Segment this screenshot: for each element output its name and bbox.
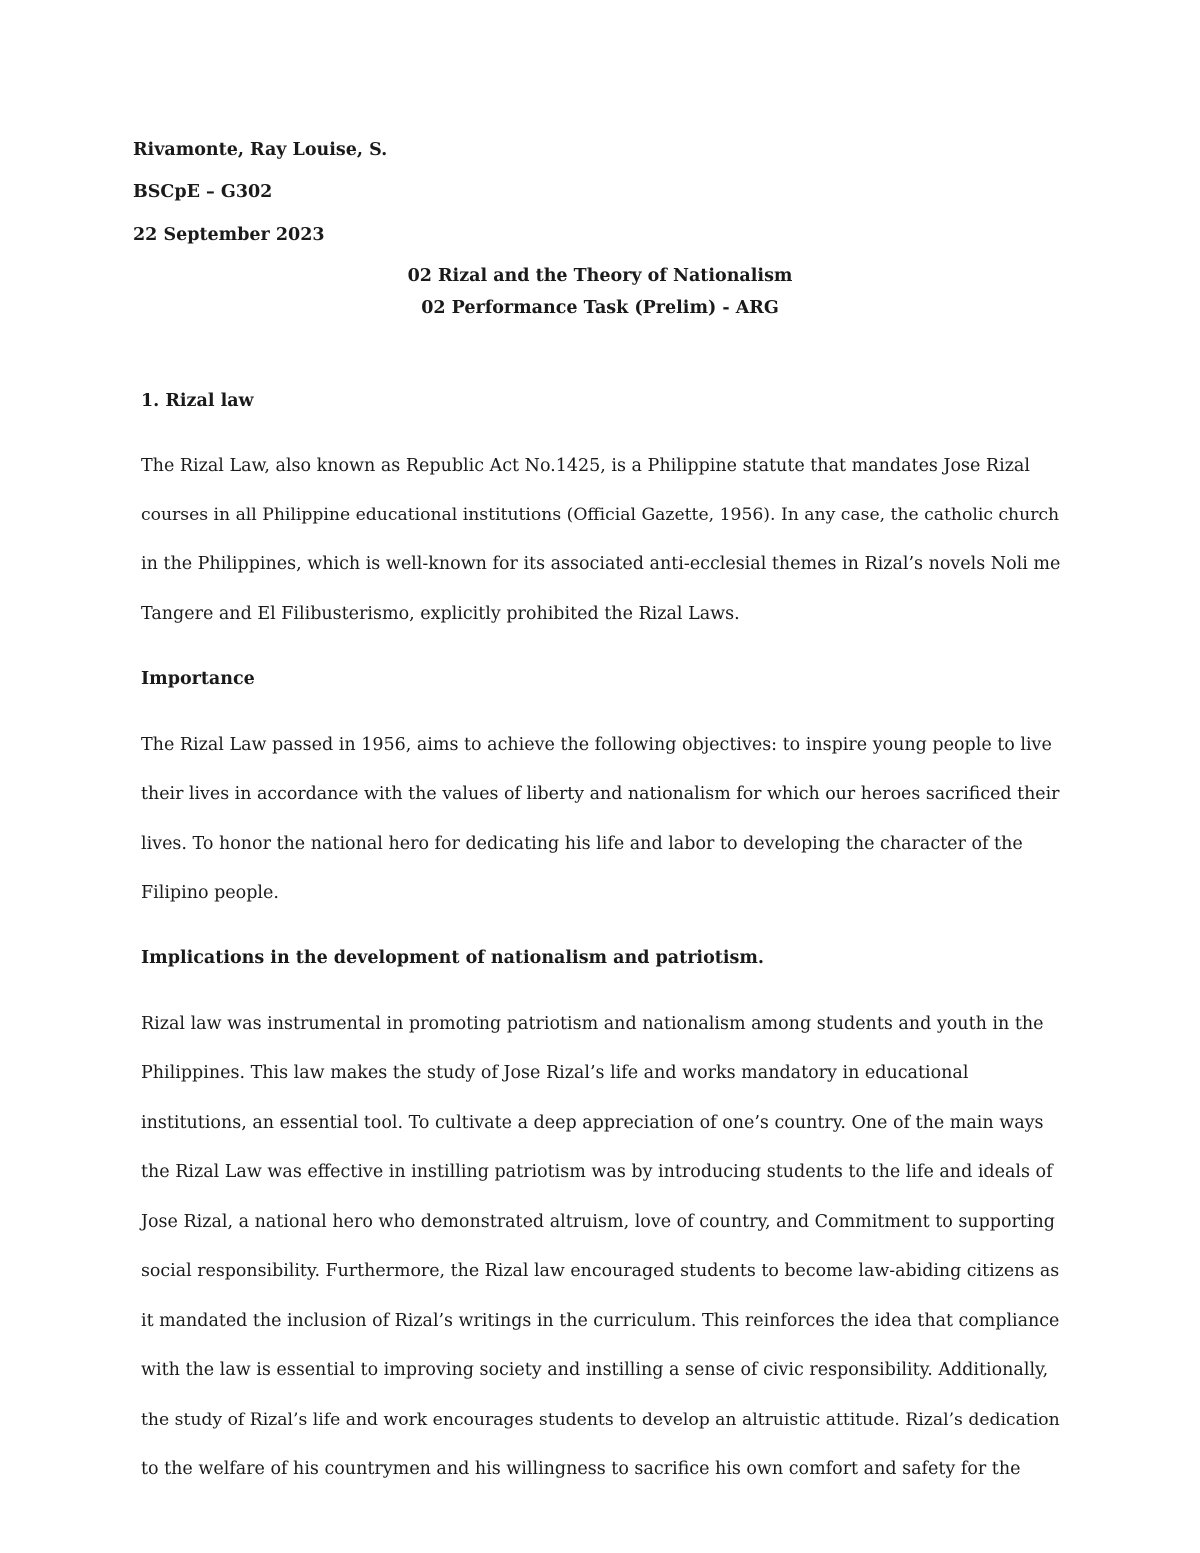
author-name: Rivamonte, Ray Louise, S. (133, 140, 388, 160)
section-heading-rizal-law: 1. Rizal law (141, 391, 254, 411)
paragraph-line: with the law is essential to improving society and instilling a sense of civic responsibility. Additionally, (141, 1360, 1049, 1380)
paragraph-line: courses in all Philippine educational institutions (Official Gazette, 1956). In any case, the catholic church (141, 505, 1060, 525)
paragraph-line: Rizal law was instrumental in promoting patriotism and nationalism among students and youth in the (141, 1014, 1044, 1034)
paragraph-line: in the Philippines, which is well-known for its associated anti-ecclesial themes in Rizal’s novels Noli me (141, 554, 1061, 574)
document-title: 02 Rizal and the Theory of Nationalism (407, 266, 793, 286)
paragraph-line: Philippines. This law makes the study of Jose Rizal’s life and works mandatory in educational (141, 1063, 969, 1083)
course-section: BSCpE – G302 (133, 182, 273, 202)
submission-date: 22 September 2023 (133, 225, 325, 245)
paragraph-line: Tangere and El Filibusterismo, explicitly prohibited the Rizal Laws. (141, 604, 740, 624)
paragraph-line: The Rizal Law passed in 1956, aims to achieve the following objectives: to inspire young people to live (141, 735, 1052, 755)
paragraph-line: The Rizal Law, also known as Republic Act No.1425, is a Philippine statute that mandates Jose Rizal (141, 456, 1030, 476)
paragraph-line: to the welfare of his countrymen and his willingness to sacrifice his own comfort and safety for the (141, 1459, 1021, 1479)
paragraph-line: institutions, an essential tool. To cultivate a deep appreciation of one’s country. One of the main ways (141, 1113, 1044, 1133)
document-subtitle: 02 Performance Task (Prelim) - ARG (421, 298, 779, 318)
section-heading-importance: Importance (141, 669, 255, 689)
paragraph-line: it mandated the inclusion of Rizal’s writings in the curriculum. This reinforces the idea that compliance (141, 1311, 1060, 1331)
paragraph-line: Jose Rizal, a national hero who demonstrated altruism, love of country, and Commitment to supporting (141, 1212, 1055, 1232)
paragraph-line: Filipino people. (141, 883, 279, 903)
section-heading-implications: Implications in the development of nationalism and patriotism. (141, 948, 764, 968)
paragraph-line: the Rizal Law was effective in instilling patriotism was by introducing students to the life and ideals of (141, 1162, 1053, 1182)
paragraph-line: lives. To honor the national hero for dedicating his life and labor to developing the character of the (141, 834, 1023, 854)
paragraph-line: social responsibility. Furthermore, the Rizal law encouraged students to become law-abiding citizens as (141, 1261, 1060, 1281)
paragraph-line: their lives in accordance with the values of liberty and nationalism for which our heroes sacrificed their (141, 784, 1060, 804)
paragraph-line: the study of Rizal’s life and work encourages students to develop an altruistic attitude. Rizal’s dedication (141, 1410, 1060, 1430)
